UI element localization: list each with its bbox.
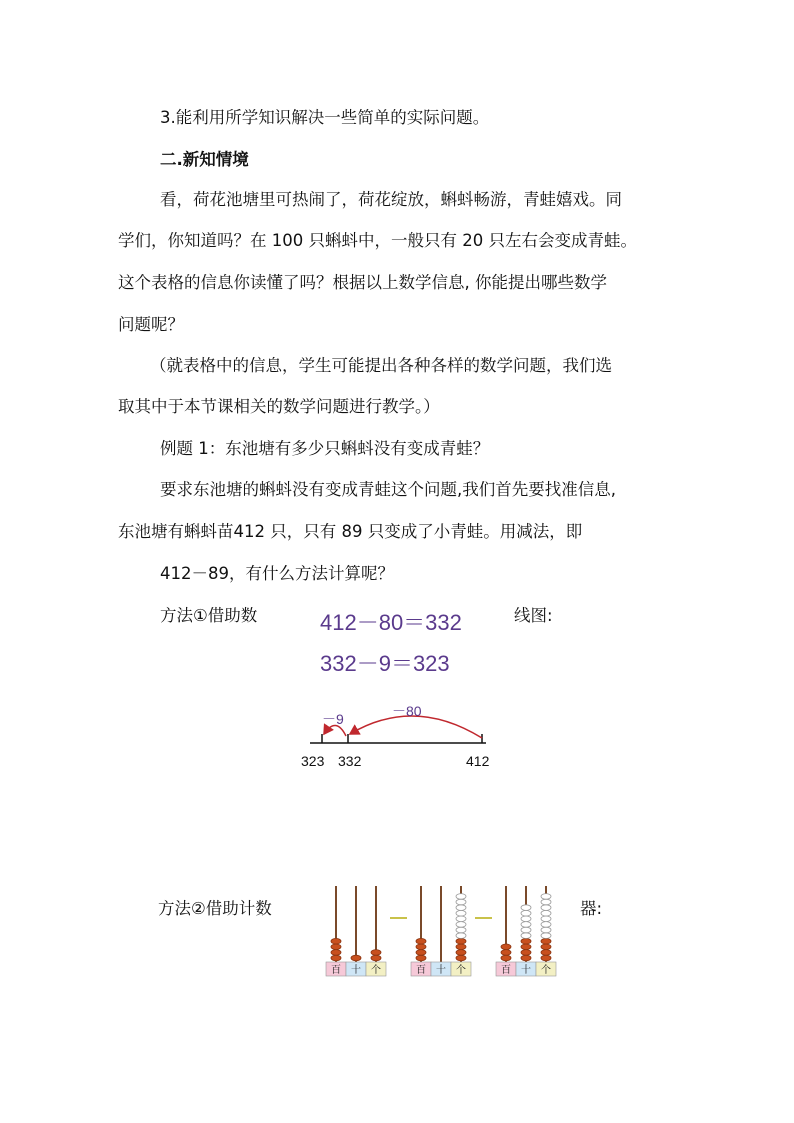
abacus-bead [416, 955, 426, 961]
jump-arc-small [324, 725, 346, 736]
place-label: 十 [351, 965, 361, 976]
place-label: 个 [456, 965, 466, 976]
abacus-bead [541, 916, 551, 922]
abacus-bead [456, 950, 466, 956]
abacus-bead [521, 955, 531, 961]
abacus-bead [331, 938, 341, 944]
abacus-bead [456, 916, 466, 922]
abacus-bead [521, 922, 531, 928]
abacus-bead [521, 944, 531, 950]
abacus-bead [331, 950, 341, 956]
abacus-bead [521, 916, 531, 922]
method2-suffix: 器: [580, 899, 603, 918]
paragraph-line: 东池塘有蝌蚪苗412 只，只有 89 只变成了小青蛙。用减法，即 [118, 522, 583, 541]
paragraph-line: 412－89，有什么方法计算呢？ [160, 564, 394, 583]
abacus-bead [541, 955, 551, 961]
paragraph-line: 问题呢？ [118, 315, 184, 334]
abacus-bead [456, 944, 466, 950]
tick-label: 332 [338, 753, 362, 769]
abacus-bead [541, 910, 551, 916]
abacus-bead [521, 938, 531, 944]
counting-frames [320, 882, 570, 978]
abacus-bead [371, 955, 381, 961]
abacus-bead [501, 955, 511, 961]
abacus-bead [541, 933, 551, 939]
equation-1: 412－80＝332 [320, 610, 462, 635]
paragraph-line: 这个表格的信息你读懂了吗？根据以上数学信息, 你能提出哪些数学 [118, 273, 607, 292]
section-heading: 二.新知情境 [160, 150, 249, 169]
abacus-bead [456, 933, 466, 939]
abacus-bead [456, 899, 466, 905]
place-label: 个 [541, 965, 551, 976]
abacus-bead [456, 955, 466, 961]
abacus-frame [496, 886, 556, 976]
jump-label-small: －9 [322, 711, 344, 727]
abacus-bead [456, 910, 466, 916]
abacus-bead [541, 938, 551, 944]
place-label: 百 [331, 965, 341, 976]
abacus-bead [456, 894, 466, 900]
abacus-bead [501, 944, 511, 950]
number-line [296, 698, 516, 778]
abacus-bead [541, 894, 551, 900]
abacus-bead [416, 938, 426, 944]
abacus-bead [541, 922, 551, 928]
abacus-bead [541, 944, 551, 950]
abacus-bead [541, 950, 551, 956]
paragraph-line: （就表格中的信息，学生可能提出各种各样的数学问题，我们选 [150, 356, 612, 375]
abacus-bead [521, 933, 531, 939]
place-label: 百 [501, 965, 511, 976]
jump-arc-large [350, 716, 482, 738]
paragraph-line: 要求东池塘的蝌蚪没有变成青蛙这个问题,我们首先要找准信息, [160, 480, 616, 499]
goal-item-3: 3.能利用所学知识解决一些简单的实际问题。 [160, 108, 490, 127]
abacus-bead [331, 944, 341, 950]
abacus-bead [371, 950, 381, 956]
abacus-bead [416, 950, 426, 956]
abacus-bead [541, 899, 551, 905]
place-label: 十 [521, 965, 531, 976]
paragraph-line: 看，荷花池塘里可热闹了，荷花绽放，蝌蚪畅游，青蛙嬉戏。同 [160, 190, 622, 209]
tick-label: 412 [466, 753, 490, 769]
method1-label: 方法①借助数 [160, 606, 258, 625]
method2-label: 方法②借助计数 [158, 899, 272, 918]
place-label: 十 [436, 965, 446, 976]
abacus-bead [456, 938, 466, 944]
paragraph-line: 学们，你知道吗？在 100 只蝌蚪中，一般只有 20 只左右会变成青蛙。 [118, 231, 637, 250]
abacus-bead [456, 922, 466, 928]
paragraph-line: 取其中于本节课相关的数学问题进行教学。） [118, 397, 440, 416]
method1-suffix: 线图: [514, 606, 553, 625]
abacus-bead [541, 905, 551, 911]
abacus-bead [541, 927, 551, 933]
abacus-bead [456, 927, 466, 933]
place-label: 个 [371, 965, 381, 976]
abacus-bead [456, 905, 466, 911]
place-label: 百 [416, 965, 426, 976]
example-question: 例题 1：东池塘有多少只蝌蚪没有变成青蛙？ [160, 439, 490, 458]
abacus-bead [331, 955, 341, 961]
abacus-bead [416, 944, 426, 950]
abacus-bead [521, 905, 531, 911]
abacus-bead [521, 927, 531, 933]
abacus-frame [411, 886, 471, 976]
abacus-bead [521, 950, 531, 956]
jump-label-large: －80 [392, 703, 422, 719]
tick-label: 323 [301, 753, 325, 769]
abacus-bead [521, 910, 531, 916]
abacus-bead [351, 955, 361, 961]
abacus-bead [501, 950, 511, 956]
equation-2: 332－9＝323 [320, 651, 450, 676]
abacus-frame [326, 886, 386, 976]
